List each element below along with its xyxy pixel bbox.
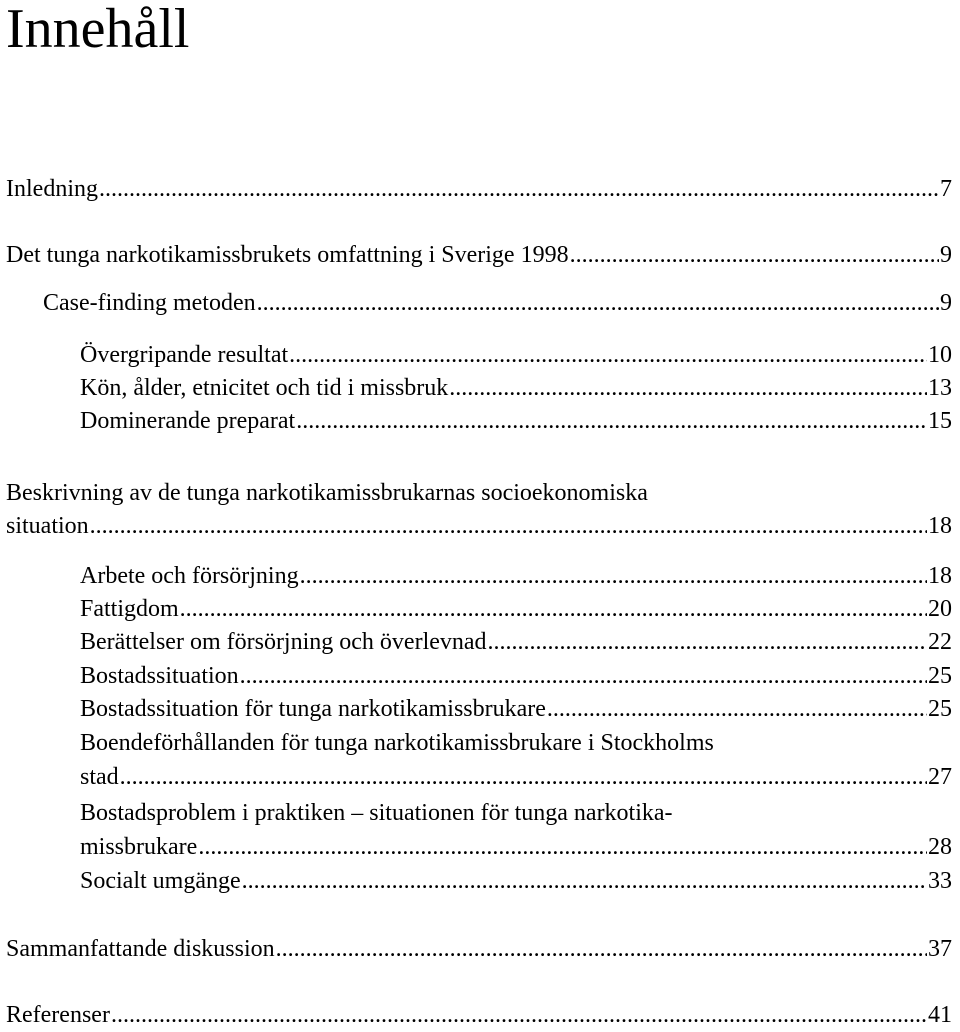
- toc-entry-label: situation: [6, 513, 89, 539]
- toc-entry-bostadsproblem[interactable]: [80, 830, 952, 864]
- toc-entry-page: 10: [928, 342, 952, 368]
- toc-entry-page: 37: [928, 936, 952, 962]
- dot-leader: [180, 592, 927, 626]
- dot-leader: [120, 760, 927, 794]
- dot-leader: [296, 404, 927, 438]
- dot-leader: [276, 932, 927, 966]
- toc-entry-label: Referenser: [6, 1002, 110, 1028]
- toc-entry-case-finding[interactable]: [43, 286, 952, 320]
- dot-leader: [547, 692, 927, 726]
- toc-entry-berattelser[interactable]: [80, 625, 952, 659]
- toc-entry-label: Case-finding metoden: [43, 290, 256, 316]
- toc-entry-page: 28: [928, 834, 952, 860]
- dot-leader: [289, 338, 927, 372]
- dot-leader: [99, 172, 939, 206]
- toc-entry-page: 22: [928, 629, 952, 655]
- toc-entry-arbete[interactable]: [80, 559, 952, 593]
- dot-leader: [300, 559, 927, 593]
- toc-entry-label: Dominerande preparat: [80, 408, 296, 434]
- dot-leader: [570, 238, 939, 272]
- toc-entry-inledning[interactable]: [6, 172, 952, 206]
- dot-leader: [198, 830, 927, 864]
- toc-entry-label: Det tunga narkotikamissbrukets omfattning i Sverige 1998: [6, 242, 569, 268]
- toc-entry-page: 33: [928, 868, 952, 894]
- toc-entry-bostadssituation[interactable]: [80, 659, 952, 693]
- toc-entry-page: 25: [928, 696, 952, 722]
- dot-leader: [240, 659, 927, 693]
- toc-entry-label-line1[interactable]: Bostadsproblem i praktiken – situationen för tunga narkotika-: [80, 800, 673, 826]
- toc-entry-label: Fattigdom: [80, 596, 179, 622]
- toc-entry-page: 7: [940, 176, 952, 202]
- toc-entry-page: 27: [928, 764, 952, 790]
- toc-entry-label: Arbete och försörjning: [80, 563, 299, 589]
- toc-entry-kon-alder[interactable]: [80, 371, 952, 405]
- dot-leader: [242, 864, 927, 898]
- toc-entry-page: 20: [928, 596, 952, 622]
- toc-entry-label: Kön, ålder, etnicitet och tid i missbruk: [80, 375, 449, 401]
- toc-entry-page: 18: [928, 513, 952, 539]
- dot-leader: [257, 286, 939, 320]
- toc-entry-page: 9: [940, 242, 952, 268]
- dot-leader: [488, 625, 927, 659]
- toc-entry-label: Berättelser om försörjning och överlevnad: [80, 629, 487, 655]
- toc-entry-label: Bostadssituation för tunga narkotikamissbrukare: [80, 696, 546, 722]
- toc-entry-socioekonomiska[interactable]: [6, 509, 952, 543]
- toc-entry-page: 41: [928, 1002, 952, 1028]
- dot-leader: [449, 371, 927, 405]
- toc-entry-page: 18: [928, 563, 952, 589]
- dot-leader: [90, 509, 927, 543]
- toc-entry-page: 9: [940, 290, 952, 316]
- toc-entry-dominerande[interactable]: [80, 404, 952, 438]
- toc-entry-bostadssituation-tunga[interactable]: [80, 692, 952, 726]
- toc-entry-label: Bostadssituation: [80, 663, 239, 689]
- toc-entry-label: stad: [80, 764, 119, 790]
- toc-entry-boendeforhallanden[interactable]: [80, 760, 952, 794]
- toc-entry-page: 13: [928, 375, 952, 401]
- toc-entry-overgripande[interactable]: [80, 338, 952, 372]
- toc-entry-label: missbrukare: [80, 834, 198, 860]
- page-title: Innehåll: [6, 0, 190, 60]
- toc-entry-sammanfattande[interactable]: [6, 932, 952, 966]
- toc-entry-label: Socialt umgänge: [80, 868, 241, 894]
- toc-entry-label: Inledning: [6, 176, 98, 202]
- toc-entry-label-line1[interactable]: Beskrivning av de tunga narkotikamissbrukarnas socioekonomiska: [6, 480, 648, 506]
- toc-entry-fattigdom[interactable]: [80, 592, 952, 626]
- toc-entry-omfattning[interactable]: [6, 238, 952, 272]
- toc-entry-page: 15: [928, 408, 952, 434]
- toc-entry-label: Övergripande resultat: [80, 342, 289, 368]
- toc-entry-page: 25: [928, 663, 952, 689]
- toc-entry-socialt-umgange[interactable]: [80, 864, 952, 898]
- toc-entry-label-line1[interactable]: Boendeförhållanden för tunga narkotikamissbrukare i Stockholms: [80, 730, 714, 756]
- toc-entry-label: Sammanfattande diskussion: [6, 936, 275, 962]
